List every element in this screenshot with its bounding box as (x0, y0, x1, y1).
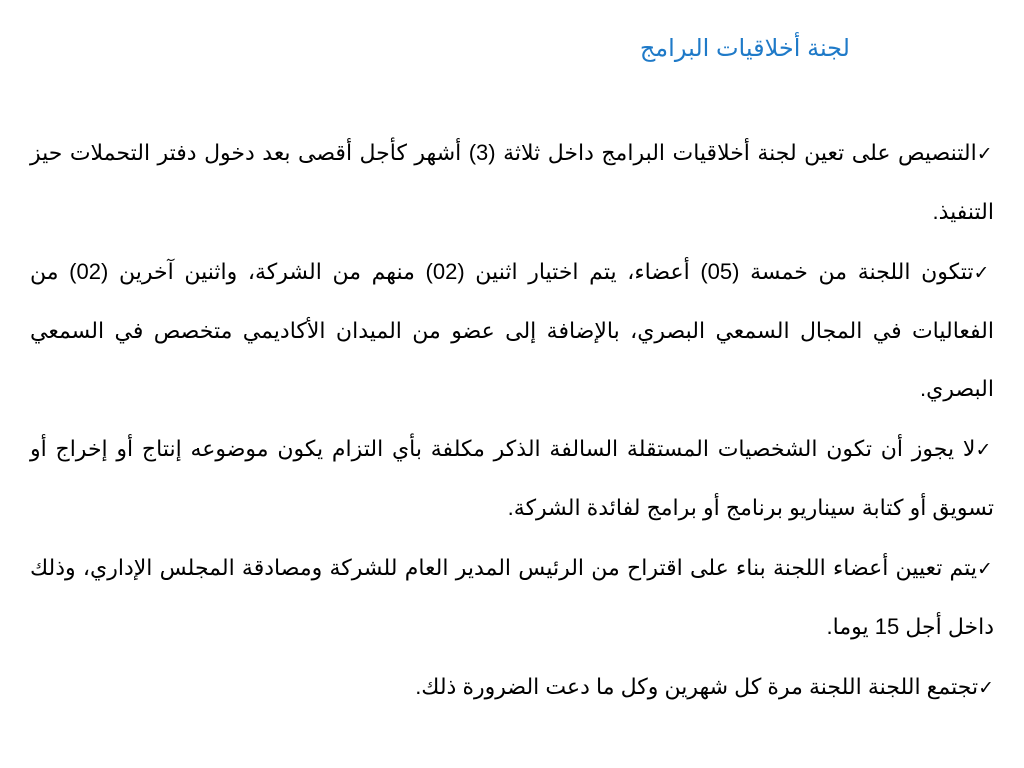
bullet-text: يتم تعيين أعضاء اللجنة بناء على اقتراح من الرئيس المدير العام للشركة ومصادقة المجلس الإداري، وذلك داخل أجل 15 يوما. (30, 555, 994, 639)
bullet-list (30, 124, 994, 719)
checkmark-icon: ✓ (976, 558, 994, 580)
bullet-text: تتكون اللجنة من خمسة (05) أعضاء، يتم اختيار اثنين (02) منهم من الشركة، واثنين آخرين (02) من الفعاليات في المجال السمعي البصري، بالإضافة إلى عضو من الميدان الأكاديمي متخصص في السمعي البصري. (30, 259, 994, 401)
bullet-text: التنصيص على تعين لجنة أخلاقيات البرامج داخل ثلاثة (3) أشهر كأجل أقصى بعد دخول دفتر التحملات حيز التنفيذ. (30, 140, 994, 224)
bullet-item-1 (30, 124, 994, 241)
bullet-item-2 (30, 243, 994, 418)
checkmark-icon: ✓ (975, 439, 995, 461)
bullet-item-4 (30, 539, 994, 656)
checkmark-icon: ✓ (976, 143, 995, 165)
bullet-item-3 (30, 420, 994, 537)
checkmark-icon: ✓ (973, 262, 994, 284)
checkmark-icon: ✓ (978, 677, 994, 699)
bullet-text: تجتمع اللجنة اللجنة مرة كل شهرين وكل ما دعت الضرورة ذلك. (415, 674, 979, 699)
bullet-text: لا يجوز أن تكون الشخصيات المستقلة السالفة الذكر مكلفة بأي التزام يكون موضوعه إنتاج أو إخراج أو تسويق أو كتابة سيناريو برنامج أو برامج لفائدة الشركة. (30, 436, 994, 520)
bullet-item-5 (30, 658, 994, 717)
slide-title: لجنة أخلاقيات البرامج (639, 35, 850, 62)
